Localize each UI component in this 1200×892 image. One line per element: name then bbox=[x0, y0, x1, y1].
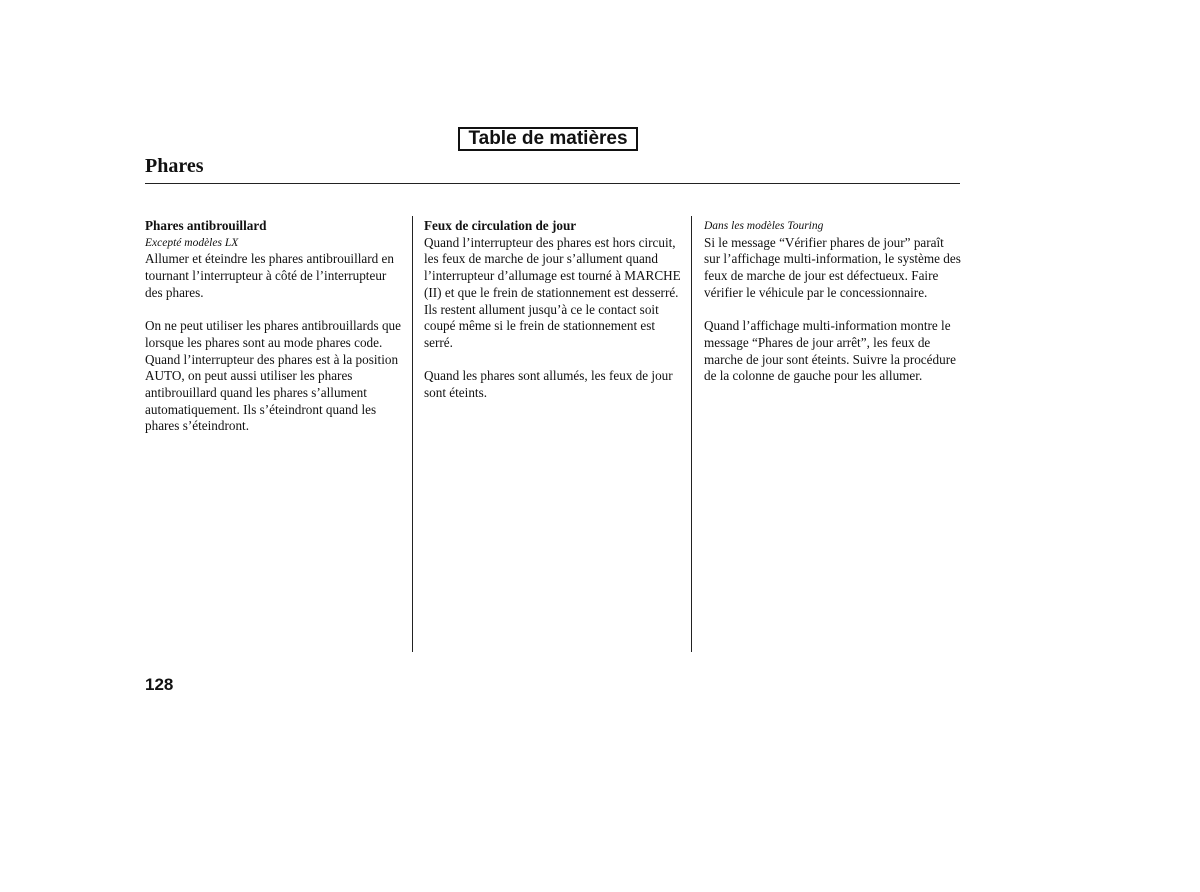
column-divider-1 bbox=[412, 216, 413, 652]
column-divider-2 bbox=[691, 216, 692, 652]
column-heading: Phares antibrouillard bbox=[145, 218, 267, 233]
paragraph: On ne peut utiliser les phares antibrouillards que lorsque les phares sont au mode phares code. bbox=[145, 318, 401, 350]
paragraph: Quand l’interrupteur des phares est hors circuit, les feux de marche de jour s’allument quand l’interrupteur d’allumage est tourné à MARCHE (II) et que le frein de stationnement est desserré. Ils restent allument jusqu’à ce le contact soit coupé même si le frein de stationnement est serré. bbox=[424, 234, 681, 350]
column-touring-models bbox=[704, 218, 962, 385]
table-of-contents-button[interactable]: Table de matières bbox=[458, 127, 638, 151]
column-daytime-running-lights bbox=[424, 218, 682, 402]
page-title: Phares bbox=[145, 155, 204, 177]
page-number: 128 bbox=[145, 675, 174, 694]
paragraph: Si le message “Vérifier phares de jour” paraît sur l’affichage multi-information, le système des feux de marche de jour est défectueux. Faire vérifier le véhicule par le concessionnaire. bbox=[704, 234, 961, 300]
column-heading: Feux de circulation de jour bbox=[424, 218, 577, 233]
model-note: Dans les modèles Touring bbox=[704, 220, 824, 232]
paragraph: Allumer et éteindre les phares antibrouillard en tournant l’interrupteur à côté de l’interrupteur des phares. bbox=[145, 251, 395, 300]
model-note: Excepté modèles LX bbox=[145, 236, 239, 249]
paragraph: Quand l’affichage multi-information montre le message “Phares de jour arrêt”, les feux de marche de jour sont éteints. Suivre la procédure de la colonne de gauche pour les allumer. bbox=[704, 318, 956, 384]
title-divider bbox=[145, 183, 960, 184]
paragraph: Quand l’interrupteur des phares est à la position AUTO, on peut aussi utiliser les phares antibrouillard quand les phares s’allument automatiquement. Ils s’éteindront quand les phares s’éteindront. bbox=[145, 351, 399, 434]
column-fog-lights bbox=[145, 218, 403, 435]
paragraph: Quand les phares sont allumés, les feux de jour sont éteints. bbox=[424, 368, 673, 401]
